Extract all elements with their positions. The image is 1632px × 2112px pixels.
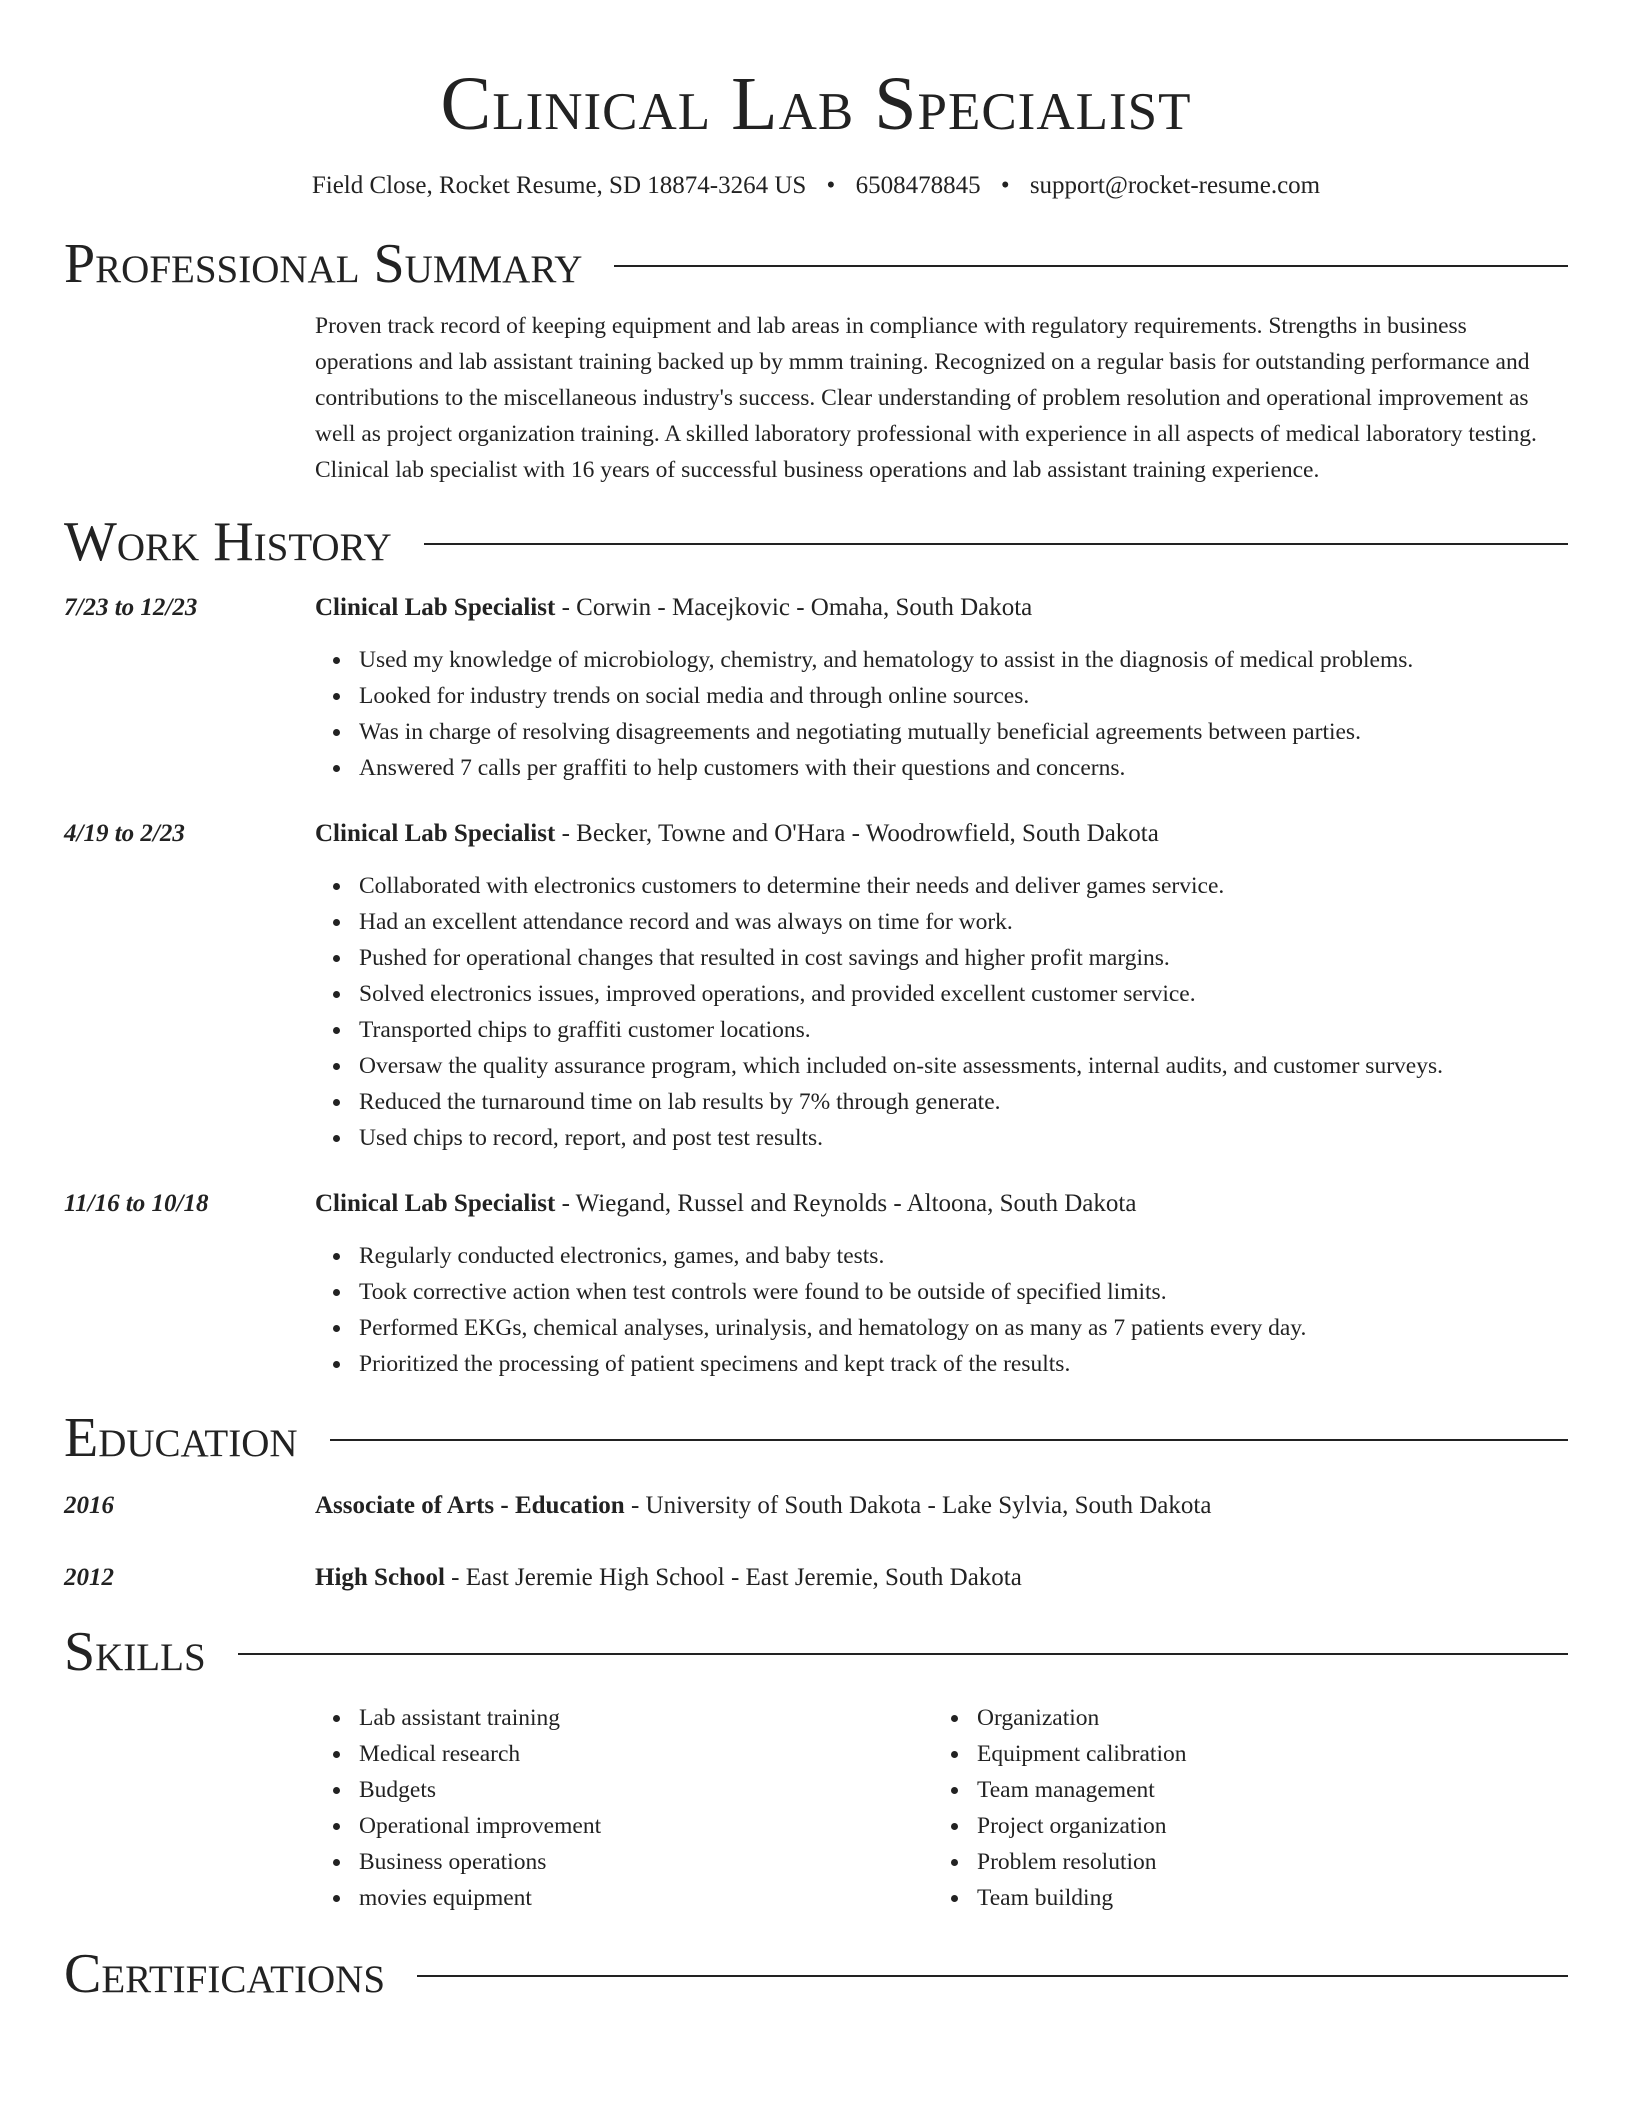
job-heading [315, 590, 1568, 626]
section-title: Professional Summary [64, 233, 583, 295]
job-title: Clinical Lab Specialist [315, 1190, 556, 1217]
contact-email: support@rocket-resume.com [1029, 172, 1321, 199]
job-bullet: Answered 7 calls per graffiti to help customers with their questions and concerns. [359, 750, 1568, 786]
education-degree: High School [315, 1564, 445, 1591]
skill-item: Equipment calibration [977, 1736, 1551, 1772]
job-bullets-row [64, 852, 1568, 1156]
skill-item: Team management [977, 1772, 1551, 1808]
job-bullets-spacer [64, 626, 315, 786]
job-employer: - Wiegand, Russel and Reynolds - Altoona, South Dakota [555, 1190, 1137, 1217]
skill-item: Problem resolution [977, 1844, 1551, 1880]
contact-line [64, 170, 1568, 202]
education-degree: Associate of Arts - Education [315, 1492, 625, 1519]
summary-section-header [64, 232, 1568, 296]
job-bullet: Transported chips to graffiti customer locations. [359, 1012, 1568, 1048]
job-bullets-row [64, 626, 1568, 786]
job-heading [315, 1186, 1568, 1222]
job-employer: - Corwin - Macejkovic - Omaha, South Dakota [555, 594, 1033, 621]
skills-section-header [64, 1620, 1568, 1684]
job-employer: - Becker, Towne and O'Hara - Woodrowfield, South Dakota [555, 820, 1159, 847]
skills-column-left [315, 1700, 933, 1916]
section-divider [417, 1975, 1568, 1977]
section-divider [424, 543, 1568, 545]
skill-item: movies equipment [359, 1880, 933, 1916]
certifications-section-header [64, 1942, 1568, 2006]
section-title: Work History [64, 511, 392, 573]
skills-grid [315, 1700, 1568, 1916]
job-heading [315, 816, 1568, 852]
job-bullet: Looked for industry trends on social media and through online sources. [359, 678, 1568, 714]
job-bullets [315, 1238, 1568, 1382]
job-entry [64, 590, 1568, 786]
education-year: 2016 [64, 1492, 114, 1519]
job-bullets [315, 868, 1568, 1156]
section-title: Skills [64, 1621, 206, 1683]
section-title: Education [64, 1407, 298, 1469]
education-list [64, 1488, 1568, 1596]
education-section-header [64, 1406, 1568, 1470]
contact-phone: 6508478845 [855, 172, 981, 199]
education-school: - University of South Dakota - Lake Sylvia, South Dakota [624, 1492, 1212, 1519]
skill-item: Budgets [359, 1772, 933, 1808]
job-bullet: Used my knowledge of microbiology, chemistry, and hematology to assist in the diagnosis of medical problems. [359, 642, 1568, 678]
education-heading [315, 1560, 1568, 1596]
job-dates: 11/16 to 10/18 [64, 1190, 209, 1217]
job-header [64, 816, 1568, 852]
job-bullet: Oversaw the quality assurance program, which included on-site assessments, internal audits, and customer surveys. [359, 1048, 1568, 1084]
skill-item: Organization [977, 1700, 1551, 1736]
job-bullets-spacer [64, 852, 315, 1156]
education-school: - East Jeremie High School - East Jeremie, South Dakota [444, 1564, 1022, 1591]
work-section-header [64, 510, 1568, 574]
job-entry [64, 816, 1568, 1156]
job-bullet: Was in charge of resolving disagreements and negotiating mutually beneficial agreements between parties. [359, 714, 1568, 750]
contact-address: Field Close, Rocket Resume, SD 18874-3264 US [311, 172, 807, 199]
contact-separator: • [1000, 172, 1010, 199]
job-title: Clinical Lab Specialist [315, 594, 556, 621]
education-entry [64, 1488, 1568, 1524]
job-title: Clinical Lab Specialist [315, 820, 556, 847]
job-header [64, 1186, 1568, 1222]
job-header [64, 590, 1568, 626]
education-year: 2012 [64, 1564, 114, 1591]
job-bullet: Collaborated with electronics customers to determine their needs and deliver games service. [359, 868, 1568, 904]
job-bullet: Regularly conducted electronics, games, and baby tests. [359, 1238, 1568, 1274]
contact-separator: • [826, 172, 836, 199]
job-bullets [315, 642, 1568, 786]
work-history-list [64, 590, 1568, 1382]
resume-name: Clinical Lab Specialist [440, 62, 1192, 146]
job-bullet: Reduced the turnaround time on lab results by 7% through generate. [359, 1084, 1568, 1120]
job-dates: 7/23 to 12/23 [64, 594, 198, 621]
skill-item: Project organization [977, 1808, 1551, 1844]
job-bullets-spacer [64, 1222, 315, 1382]
job-dates: 4/19 to 2/23 [64, 820, 185, 847]
education-entry [64, 1560, 1568, 1596]
job-bullet: Had an excellent attendance record and was always on time for work. [359, 904, 1568, 940]
summary-text: Proven track record of keeping equipment and lab areas in compliance with regulatory requirements. Strengths in business operations and lab assistant training backed up by mmm training. Recognized on a regular basis for outstanding performance and contributions to the miscellaneous industry's success. Clear understanding of problem resolution and operational improvement as well as project organization training. A skilled laboratory professional with experience in all aspects of medical laboratory testing. Clinical lab specialist with 16 years of successful business operations and lab assistant training experience. [315, 313, 1537, 483]
section-divider [330, 1439, 1568, 1441]
job-bullet: Pushed for operational changes that resulted in cost savings and higher profit margins. [359, 940, 1568, 976]
job-bullet: Used chips to record, report, and post test results. [359, 1120, 1568, 1156]
job-bullet: Performed EKGs, chemical analyses, urinalysis, and hematology on as many as 7 patients every day. [359, 1310, 1568, 1346]
skill-item: Business operations [359, 1844, 933, 1880]
job-bullet: Solved electronics issues, improved operations, and provided excellent customer service. [359, 976, 1568, 1012]
education-heading [315, 1488, 1568, 1524]
section-divider [238, 1653, 1568, 1655]
job-entry [64, 1186, 1568, 1382]
resume-page [64, 0, 1568, 2006]
skill-item: Lab assistant training [359, 1700, 933, 1736]
job-bullet: Took corrective action when test controls were found to be outside of specified limits. [359, 1274, 1568, 1310]
job-bullets-row [64, 1222, 1568, 1382]
skill-item: Medical research [359, 1736, 933, 1772]
skills-column-right [933, 1700, 1551, 1916]
skill-item: Team building [977, 1880, 1551, 1916]
skill-item: Operational improvement [359, 1808, 933, 1844]
section-title: Certifications [64, 1943, 386, 2005]
section-divider [614, 265, 1568, 267]
job-bullet: Prioritized the processing of patient specimens and kept track of the results. [359, 1346, 1568, 1382]
